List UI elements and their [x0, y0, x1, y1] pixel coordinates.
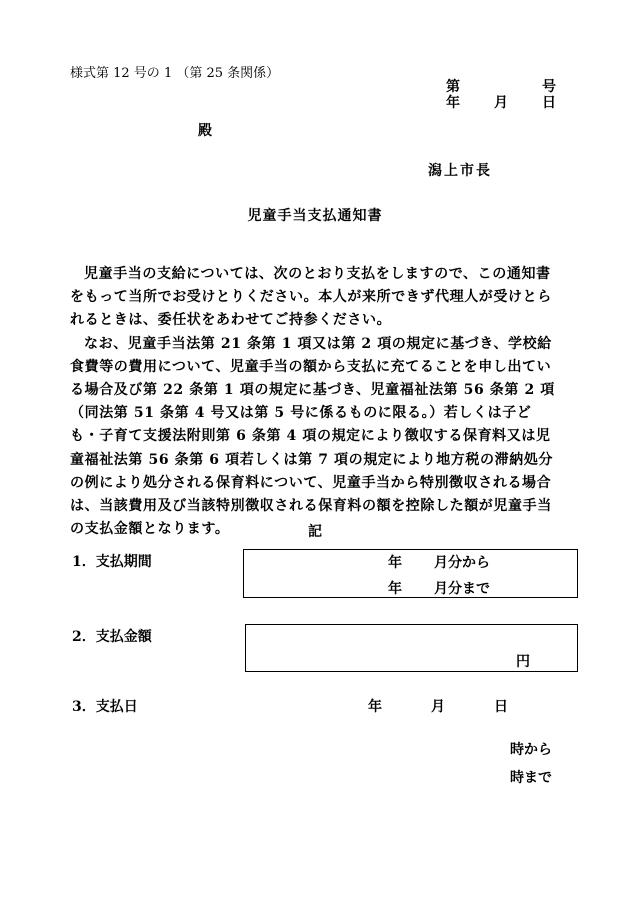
time-to: 時まで: [510, 770, 552, 786]
payment-amount-label: 2．支払金額: [72, 629, 152, 645]
payment-month: 月: [431, 699, 445, 715]
document-title: 児童手当支払通知書: [247, 208, 383, 224]
payment-period-box: [243, 549, 578, 598]
period-year-2: 年: [388, 581, 402, 597]
doc-no-suffix: 号: [542, 79, 556, 95]
ki-heading: 記: [308, 524, 322, 540]
period-to: 月分まで: [434, 581, 490, 597]
payment-period-label: 1．支払期間: [72, 554, 152, 570]
paragraph-2: なお、児童手当法第 21 条第 1 項又は第 2 項の規定に基づき、学校給食費等の費用について、児童手当の額から支払に充てることを申し出ている場合及び第 22 条第 1 項の規定に基づき、児童福祉法第 56 条第 2 項（同法第 51 条第 4 号又は第 5 号に係るものに限る。）若しくは子ども・子育て支援法附則第 6 条第 4 項の規定により徴収する保育料又は児童福祉法第 56 条第 6 項若しくは第 7 項の規定により地方税の滞納処分の例により処分される保育料について、児童手当から特別徴収される場合は、当該費用及び当該特別徴収される保育料の額を控除した額が児童手当の支払金額となります。: [70, 335, 555, 538]
payment-year: 年: [368, 699, 382, 715]
payment-date-label: 3．支払日: [72, 699, 138, 715]
doc-no-label: 第: [446, 79, 460, 95]
issuer: 潟上市長: [428, 163, 492, 179]
issue-day: 日: [542, 95, 556, 111]
issue-month: 月: [494, 95, 508, 111]
payment-day: 日: [494, 699, 508, 715]
period-from: 月分から: [434, 555, 490, 571]
issue-year: 年: [446, 95, 460, 111]
form-number: 様式第 12 号の 1 （第 25 条関係）: [70, 66, 280, 81]
body-text: [70, 263, 560, 541]
time-from: 時から: [510, 742, 552, 758]
addressee-suffix: 殿: [198, 123, 212, 139]
period-year-1: 年: [388, 555, 402, 571]
amount-unit: 円: [516, 654, 530, 670]
paragraph-1: 児童手当の支給については、次のとおり支払をしますので、この通知書をもって当所でお受けとりください。本人が来所できず代理人が受けとられるときは、委任状をあわせてご持参ください。: [70, 266, 552, 329]
issue-date: [446, 92, 556, 110]
payment-amount-box: [245, 624, 578, 672]
